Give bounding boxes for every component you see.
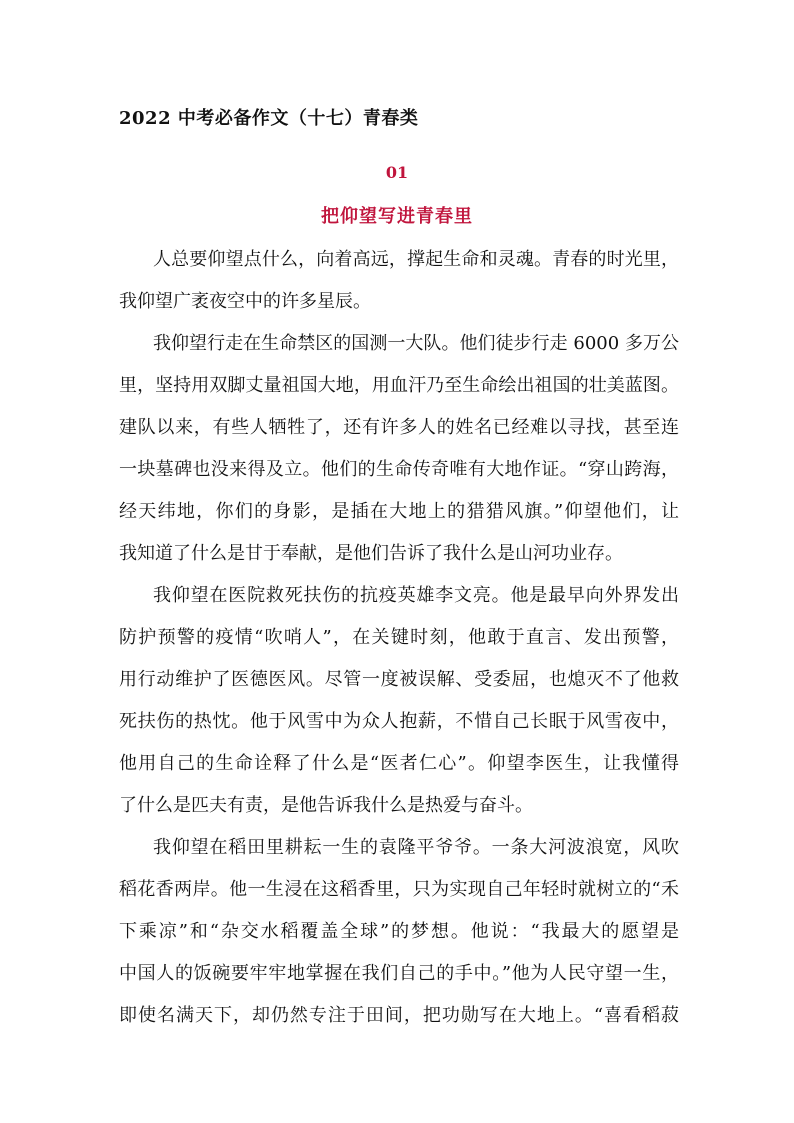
text-line: 防护预警的疫情“吹哨人”，在关键时刻，他敢于直言、发出预警， <box>119 627 679 648</box>
text-line: 即使名满天下，却仍然专注于田间，把功勋写在大地上。“喜看稻菽 <box>119 1005 679 1026</box>
text-line: 死扶伤的热忱。他于风雪中为众人抱薪，不惜自己长眠于风雪夜中， <box>119 711 679 732</box>
text-line: 里，坚持用双脚丈量祖国大地，用血汗乃至生命绘出祖国的壮美蓝图。 <box>119 375 679 396</box>
article-body <box>119 239 679 1037</box>
text-line: 建队以来，有些人牺牲了，还有许多人的姓名已经难以寻找，甚至连 <box>119 417 679 438</box>
text-line: 稻花香两岸。他一生浸在这稻香里，只为实现自己年轻时就树立的“禾 <box>119 879 679 900</box>
section-number: 01 <box>385 163 409 182</box>
text-line: 下乘凉”和“杂交水稻覆盖全球”的梦想。他说：“我最大的愿望是 <box>119 921 679 942</box>
text-line: 一块墓碑也没来得及立。他们的生命传奇唯有大地作证。“穿山跨海， <box>119 459 679 480</box>
text-line: 我仰望行走在生命禁区的国测一大队。他们徒步行走 6000 多万公 <box>153 333 679 354</box>
text-line: 经天纬地，你们的身影，是插在大地上的猎猎风旗。”仰望他们，让 <box>119 501 679 522</box>
section-title: 把仰望写进青春里 <box>321 206 473 227</box>
text-line: 人总要仰望点什么，向着高远，撑起生命和灵魂。青春的时光里， <box>153 249 679 270</box>
text-line: 我仰望在医院救死扶伤的抗疫英雄李文亮。他是最早向外界发出 <box>153 585 679 606</box>
text-line: 我仰望在稻田里耕耘一生的袁隆平爷爷。一条大河波浪宽，风吹 <box>153 837 679 858</box>
document-title: 2022 中考必备作文（十七）青春类 <box>119 108 419 129</box>
text-line: 我知道了什么是甘于奉献，是他们告诉了我什么是山河功业存。 <box>119 543 623 564</box>
text-line: 用行动维护了医德医风。尽管一度被误解、受委屈，也熄灭不了他救 <box>119 669 679 690</box>
text-line: 他用自己的生命诠释了什么是“医者仁心”。仰望李医生，让我懂得 <box>119 753 679 774</box>
text-line: 我仰望广袤夜空中的许多星辰。 <box>119 291 371 312</box>
text-line: 了什么是匹夫有责，是他告诉我什么是热爱与奋斗。 <box>119 795 533 816</box>
text-line: 中国人的饭碗要牢牢地掌握在我们自己的手中。”他为人民守望一生， <box>119 963 679 984</box>
